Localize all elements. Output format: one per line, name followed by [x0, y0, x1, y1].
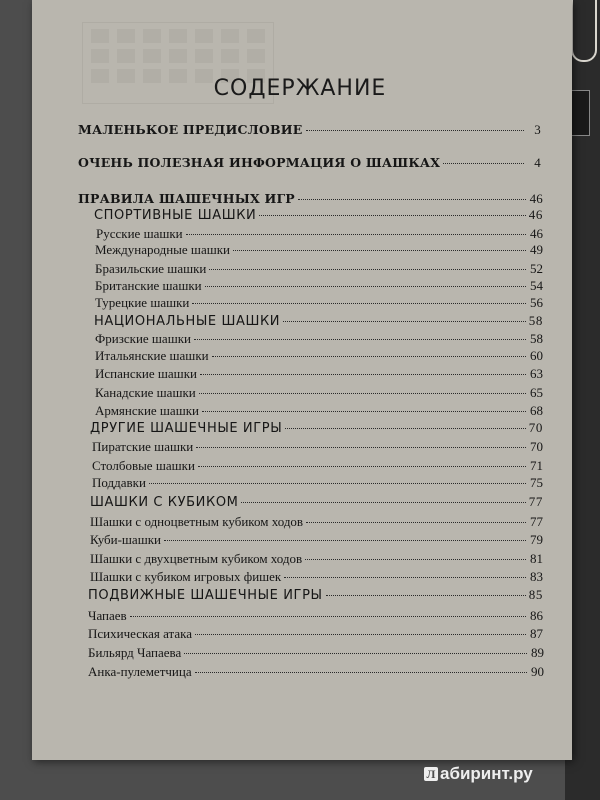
toc-entry	[95, 403, 543, 419]
leader-dots	[306, 130, 524, 131]
toc-entry-label: Бразильские шашки	[95, 261, 207, 276]
toc-entry	[95, 242, 543, 258]
toc-entry	[95, 295, 543, 311]
toc-entry-page: 49	[530, 242, 543, 257]
leader-dots	[198, 466, 526, 467]
toc-entry-page: 89	[531, 645, 544, 660]
toc-entry	[95, 278, 543, 294]
toc-entry	[94, 313, 543, 329]
leader-dots	[443, 163, 524, 164]
toc-entry-label: ПРАВИЛА ШАШЕЧНЫХ ИГР	[78, 191, 295, 206]
toc-entry	[95, 348, 543, 364]
toc-entry	[95, 366, 543, 382]
leader-dots	[199, 393, 526, 394]
toc-entry-page: 56	[530, 295, 543, 310]
leader-dots	[205, 286, 526, 287]
toc-entry	[90, 420, 543, 436]
toc-entry-label: Фризские шашки	[95, 331, 191, 346]
toc-entry-label: Поддавки	[92, 475, 146, 490]
labirint-logo-icon: Л	[424, 767, 438, 781]
leader-dots	[200, 374, 526, 375]
toc-entry-page: 83	[530, 569, 543, 584]
leader-dots	[298, 199, 526, 200]
toc-entry-page: 58	[528, 313, 543, 328]
toc-entry	[88, 626, 543, 642]
toc-entry-label: Бильярд Чапаева	[88, 645, 182, 660]
toc-entry	[78, 155, 541, 171]
leader-dots	[233, 250, 526, 251]
toc-entry-label: ШАШКИ С КУБИКОМ	[90, 495, 239, 510]
leader-dots	[149, 483, 526, 484]
toc-entry-label: МАЛЕНЬКОЕ ПРЕДИСЛОВИЕ	[78, 122, 303, 137]
toc-entry	[90, 569, 543, 585]
toc-entry-label: Куби-шашки	[90, 532, 161, 547]
toc-entry-page: 46	[528, 207, 543, 222]
toc-entry	[94, 207, 543, 223]
toc-entry-page: 58	[530, 331, 543, 346]
toc-entry-page: 68	[530, 403, 543, 418]
toc-entry-label: Психическая атака	[88, 626, 193, 641]
leader-dots	[285, 428, 526, 429]
toc-entry-page: 71	[530, 458, 543, 473]
toc-entry-page: 79	[530, 532, 543, 547]
leader-dots	[209, 269, 526, 270]
toc-entry-label: Шашки с двухцветным кубиком ходов	[90, 551, 303, 566]
watermark-text: абиринт.ру	[440, 764, 533, 783]
toc-entry	[88, 645, 544, 661]
leader-dots	[326, 595, 526, 596]
leader-dots	[259, 215, 525, 216]
toc-entry	[92, 458, 543, 474]
toc-entry-page: 63	[530, 366, 543, 381]
toc-entry-label: Турецкие шашки	[95, 295, 190, 310]
toc-entry-label: Пиратские шашки	[92, 439, 194, 454]
leader-dots	[192, 303, 526, 304]
leader-dots	[305, 559, 526, 560]
toc-entry	[90, 551, 543, 567]
toc-entry	[90, 494, 543, 510]
toc-entry-page: 4	[534, 155, 541, 170]
toc-entry-page: 3	[534, 122, 541, 137]
toc-entry-label: Столбовые шашки	[92, 458, 195, 473]
toc-entry-label: ДРУГИЕ ШАШЕЧНЫЕ ИГРЫ	[90, 421, 283, 436]
toc-entry-label: Чапаев	[88, 608, 127, 623]
toc-entry-page: 70	[528, 420, 543, 435]
toc-entry	[78, 191, 543, 207]
toc-entry-label: СПОРТИВНЫЕ ШАШКИ	[94, 208, 257, 223]
leader-dots	[202, 411, 526, 412]
toc-entry	[92, 439, 543, 455]
toc-entry-label: ОЧЕНЬ ПОЛЕЗНАЯ ИНФОРМАЦИЯ О ШАШКАХ	[78, 155, 441, 170]
leader-dots	[130, 616, 526, 617]
leader-dots	[195, 634, 526, 635]
page-title: СОДЕРЖАНИЕ	[213, 76, 387, 101]
toc-entry-page: 46	[529, 191, 543, 206]
leader-dots	[184, 653, 527, 654]
toc-entry	[96, 226, 543, 242]
toc-entry	[88, 664, 544, 680]
toc-entry-label: Международные шашки	[95, 242, 230, 257]
toc-entry	[95, 261, 543, 277]
toc-entry-label: Шашки с кубиком игровых фишек	[90, 569, 282, 584]
toc-entry	[95, 385, 543, 401]
toc-entry	[95, 331, 543, 347]
leader-dots	[283, 321, 526, 322]
toc-entry-label: Британские шашки	[95, 278, 202, 293]
toc-entry	[90, 514, 543, 530]
leader-dots	[241, 502, 525, 503]
toc-entry-label: Итальянские шашки	[95, 348, 209, 363]
toc-entry-label: Испанские шашки	[95, 366, 197, 381]
toc-entry	[90, 532, 543, 548]
leader-dots	[164, 540, 526, 541]
toc-entry-label: ПОДВИЖНЫЕ ШАШЕЧНЫЕ ИГРЫ	[88, 588, 323, 603]
toc-entry-page: 90	[531, 664, 544, 679]
toc-entry-page: 60	[530, 348, 543, 363]
toc-entry-page: 87	[530, 626, 543, 641]
leader-dots	[194, 339, 526, 340]
toc-entry	[78, 122, 541, 138]
toc-entry	[88, 587, 543, 603]
toc-entry-page: 77	[528, 494, 543, 509]
toc-entry-label: Армянские шашки	[95, 403, 199, 418]
toc-entry-label: Анка-пулеметчица	[88, 664, 192, 679]
leader-dots	[195, 672, 527, 673]
toc-entry	[88, 608, 543, 624]
leader-dots	[284, 577, 526, 578]
toc-entry-page: 85	[528, 587, 543, 602]
toc-entry-label: НАЦИОНАЛЬНЫЕ ШАШКИ	[94, 314, 281, 329]
toc-entry-label: Шашки с одноцветным кубиком ходов	[90, 514, 304, 529]
toc-entry-page: 46	[530, 226, 543, 241]
toc-entry-page: 86	[530, 608, 543, 623]
toc-entry-page: 70	[530, 439, 543, 454]
leader-dots	[306, 522, 526, 523]
toc-entry-label: Канадские шашки	[95, 385, 196, 400]
leader-dots	[196, 447, 526, 448]
toc-entry-page: 52	[530, 261, 543, 276]
toc-entry-page: 75	[530, 475, 543, 490]
toc-entry-page: 65	[530, 385, 543, 400]
toc-entry-page: 54	[530, 278, 543, 293]
toc-entry-label: Русские шашки	[96, 226, 183, 241]
leader-dots	[186, 234, 526, 235]
toc-entry-page: 77	[530, 514, 543, 529]
toc-entry-page: 81	[530, 551, 543, 566]
leader-dots	[212, 356, 526, 357]
toc-entry	[92, 475, 543, 491]
